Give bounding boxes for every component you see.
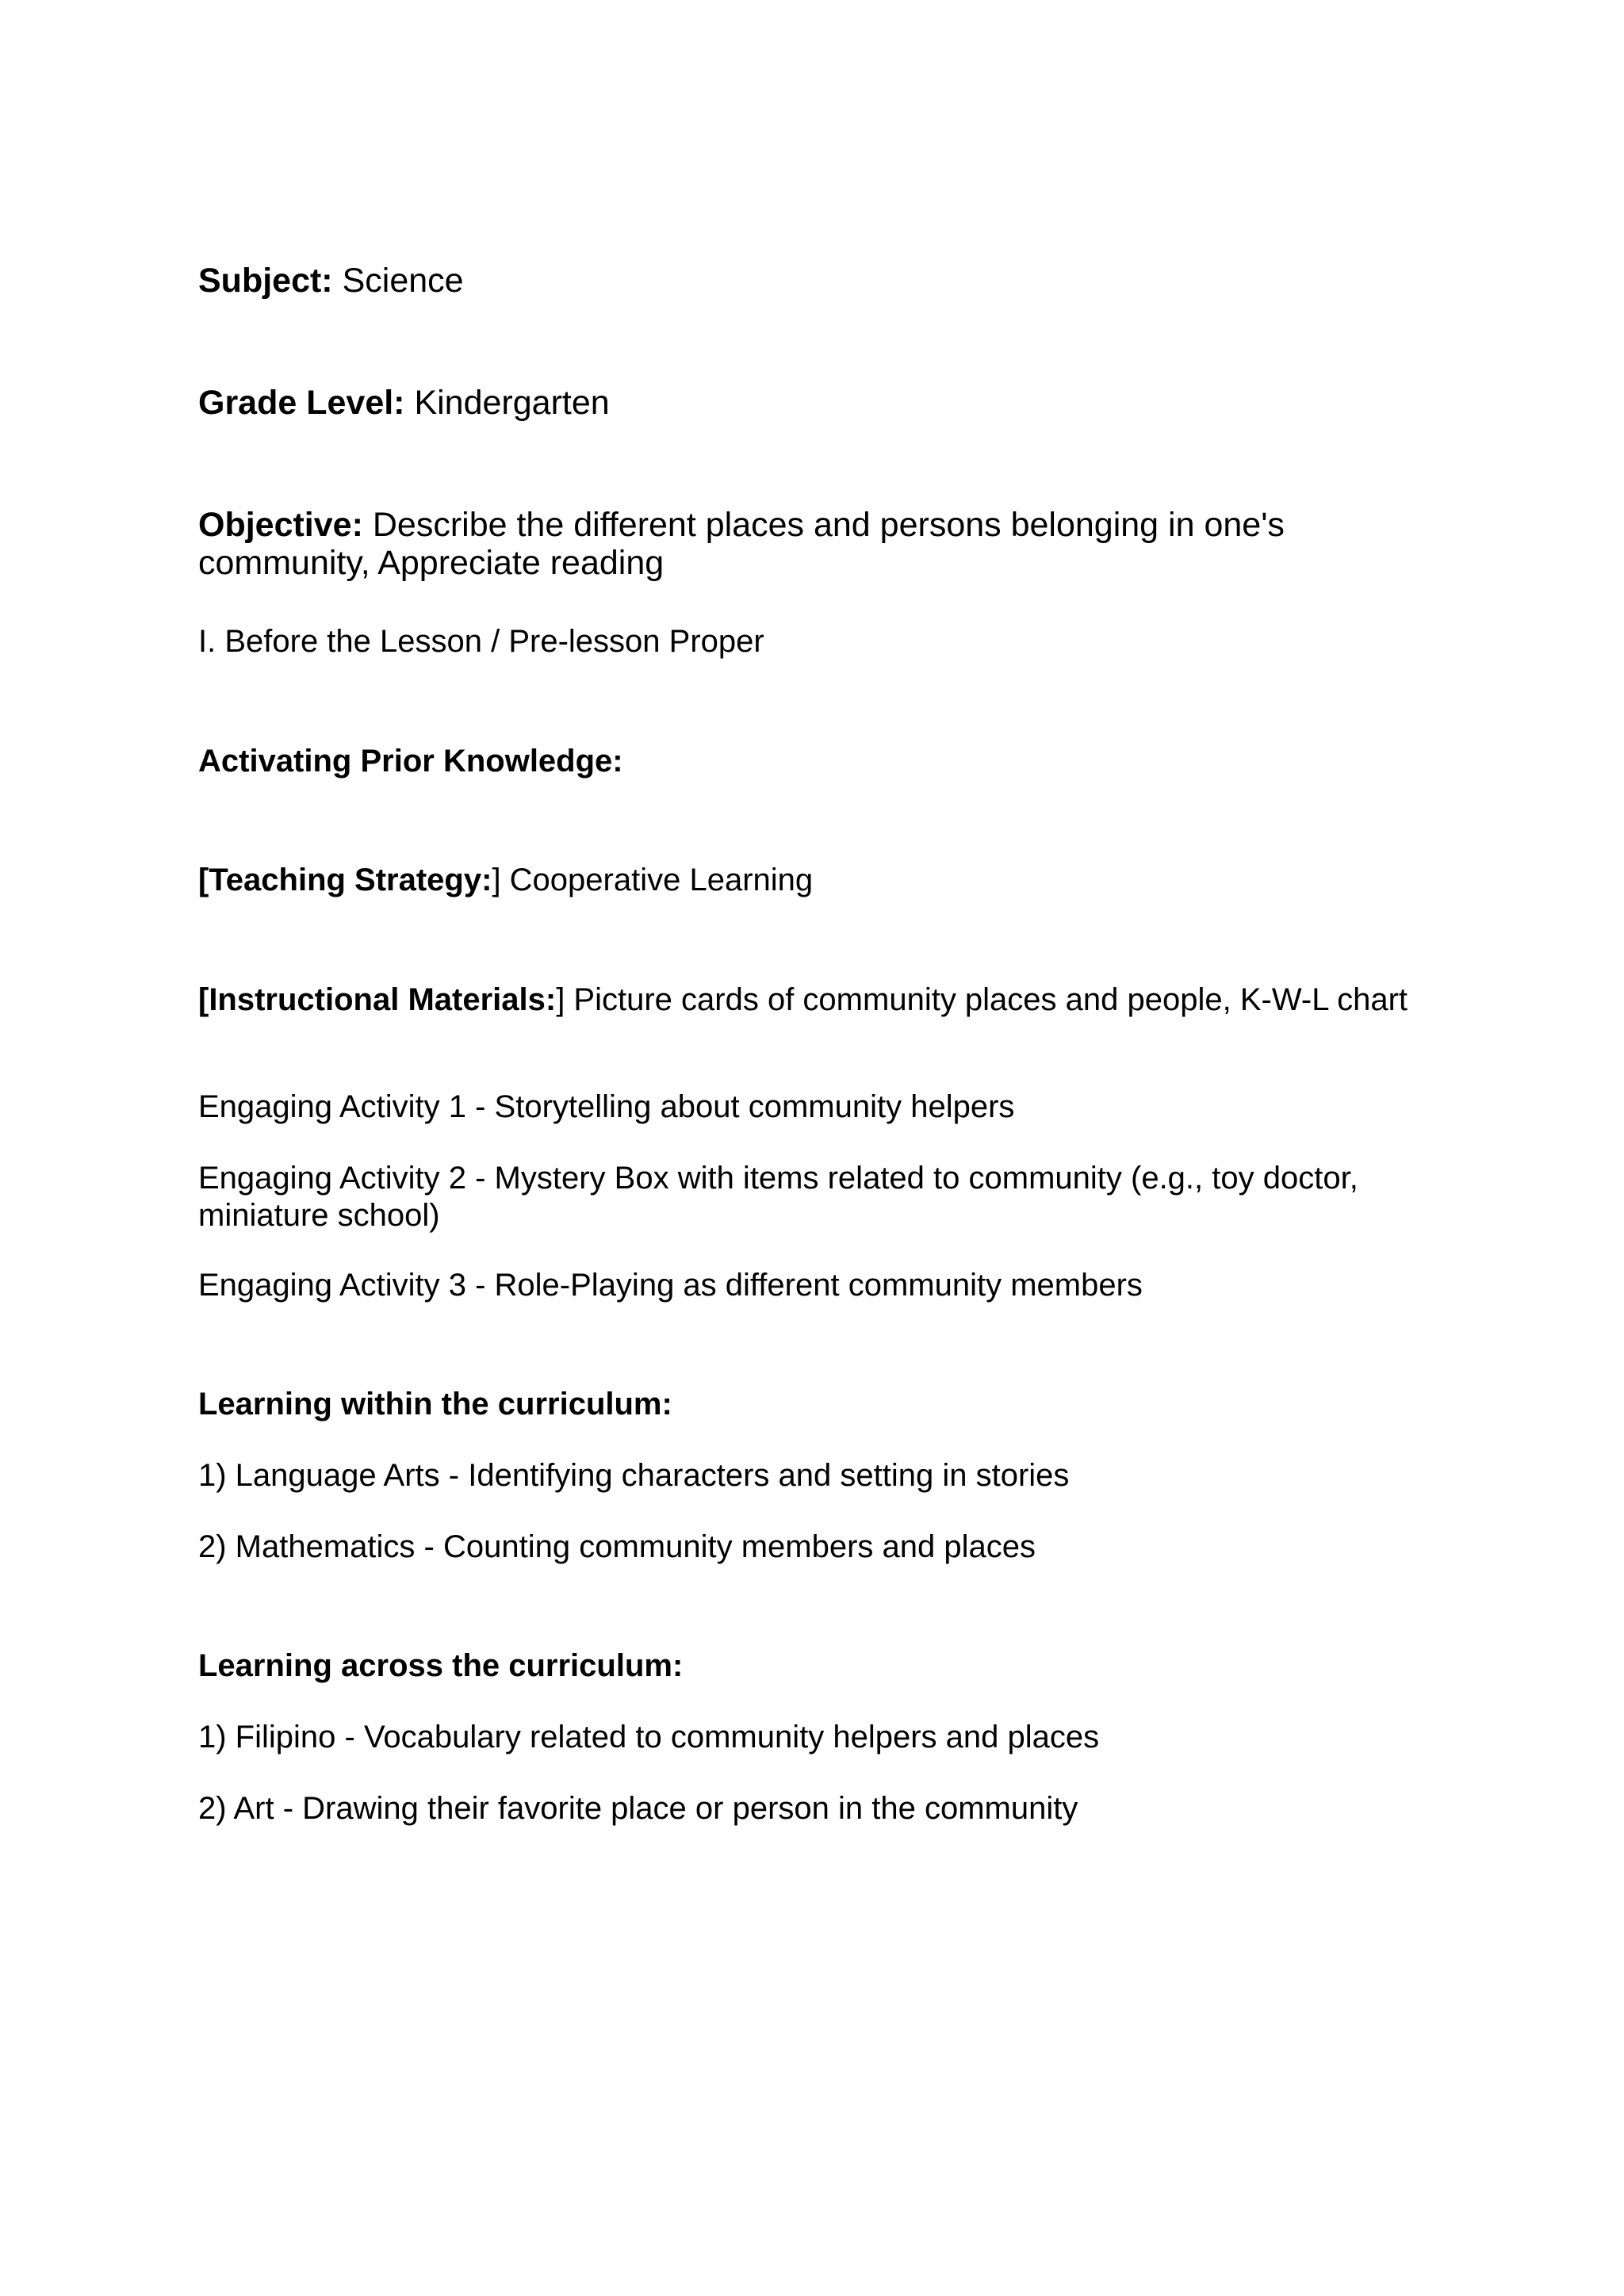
- before-lesson-line: I. Before the Lesson / Pre-lesson Proper: [198, 624, 764, 659]
- across-curriculum-heading: [198, 1647, 1435, 1684]
- grade-level-label: Grade Level:: [198, 384, 405, 422]
- subject-line: [198, 262, 1435, 300]
- teaching-strategy-value: ] Cooperative Learning: [492, 863, 814, 897]
- within-item-mathematics: 2) Mathematics - Counting community members and places: [198, 1529, 1036, 1564]
- within-curriculum-label: Learning within the curriculum:: [198, 1387, 672, 1422]
- prior-knowledge-heading: [198, 743, 1435, 779]
- objective-value: Describe the different places and persons belonging in one's community, Appreciate reading: [198, 506, 1285, 583]
- subject-label: Subject:: [198, 262, 333, 300]
- prior-knowledge-label: Activating Prior Knowledge:: [198, 744, 623, 779]
- objective-line: [198, 506, 1435, 582]
- engaging-activity-1: Engaging Activity 1 - Storytelling about community helpers: [198, 1089, 1015, 1124]
- subject-value: Science: [332, 262, 464, 300]
- teaching-strategy-line: [198, 862, 1435, 898]
- engaging-activity-2: Engaging Activity 2 - Mystery Box with items related to community (e.g., toy doctor, miniature school): [198, 1161, 1358, 1234]
- instructional-materials-label: [Instructional Materials:: [198, 982, 557, 1017]
- objective-label: Objective:: [198, 506, 363, 544]
- across-item-art: 2) Art - Drawing their favorite place or person in the community: [198, 1791, 1078, 1826]
- instructional-materials-line: [198, 982, 1435, 1019]
- across-item-filipino: 1) Filipino - Vocabulary related to community helpers and places: [198, 1720, 1100, 1755]
- within-curriculum-heading: [198, 1386, 1435, 1422]
- instructional-materials-value: ] Picture cards of community places and people, K-W-L chart: [556, 982, 1408, 1017]
- teaching-strategy-label: [Teaching Strategy:: [198, 863, 492, 897]
- grade-level-value: Kindergarten: [404, 384, 610, 422]
- within-item-language-arts: 1) Language Arts - Identifying characters and setting in stories: [198, 1458, 1070, 1493]
- across-curriculum-label: Learning across the curriculum:: [198, 1648, 684, 1683]
- grade-level-line: [198, 384, 1435, 423]
- engaging-activity-3: Engaging Activity 3 - Role-Playing as different community members: [198, 1268, 1143, 1303]
